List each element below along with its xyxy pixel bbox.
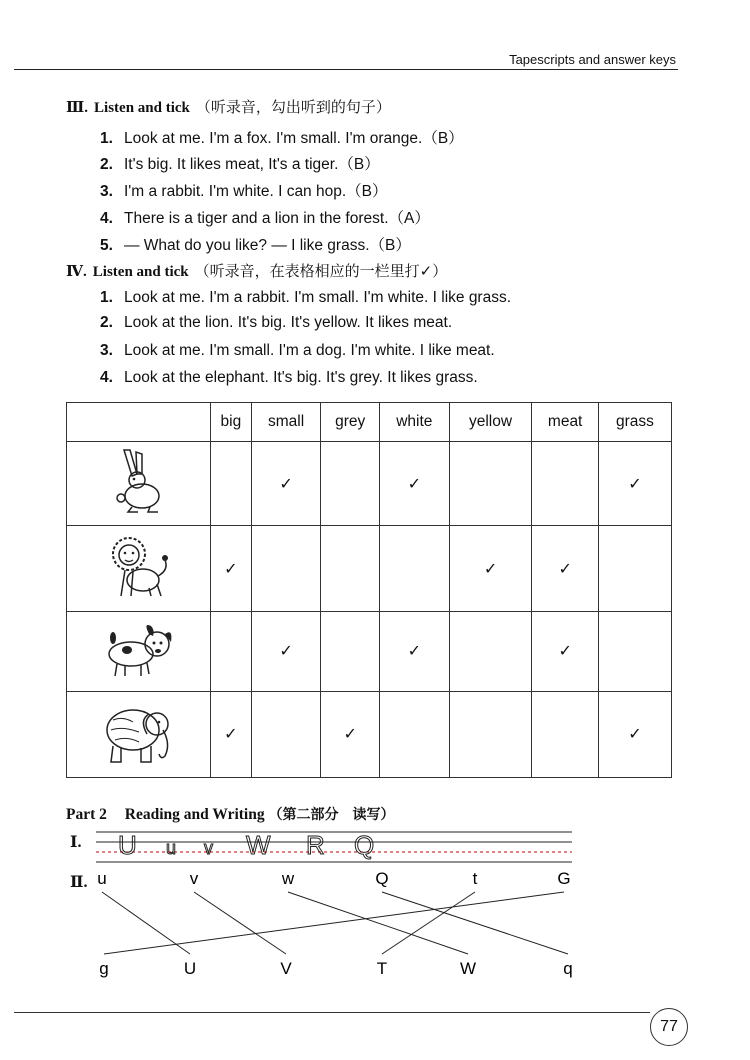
table-header-row (67, 403, 672, 442)
tick-cell: ✓ (379, 612, 449, 692)
tick-cell (321, 526, 379, 612)
matching-bottom-letter: W (459, 959, 477, 978)
animal-picture-cell (67, 612, 211, 692)
part-2-heading (66, 804, 394, 824)
tick-cell (449, 442, 532, 526)
exercise-1-number: Ⅰ. (70, 834, 82, 851)
section-3-item (100, 233, 411, 255)
writing-letter: u (166, 838, 177, 858)
item-number: 2. (100, 314, 113, 331)
animal-picture-cell (67, 526, 211, 612)
section-3-item (100, 126, 464, 148)
item-text: Look at me. I'm a fox. I'm small. I'm orange.（B） (124, 130, 464, 147)
tick-cell (251, 691, 321, 777)
item-text: I'm a rabbit. I'm white. I can hop.（B） (124, 183, 388, 200)
section-4-item (100, 314, 452, 332)
matching-line (382, 892, 475, 954)
item-number: 3. (100, 183, 113, 200)
matching-top-letter: u (97, 869, 107, 888)
item-text: It's big. It likes meat, It's a tiger.（B） (124, 156, 380, 173)
part-2-label: Part 2 (66, 806, 107, 823)
section-4-heading (66, 260, 447, 281)
item-text: Look at me. I'm small. I'm a dog. I'm white. I like meat. (124, 342, 495, 359)
item-number: 1. (100, 130, 113, 147)
item-number: 3. (100, 342, 113, 359)
item-number: 4. (100, 210, 113, 227)
page-header-title: Tapescripts and answer keys (509, 52, 676, 67)
table-corner-cell (67, 403, 211, 442)
tick-cell: ✓ (321, 691, 379, 777)
tick-cell (532, 691, 599, 777)
tick-cell: ✓ (211, 526, 252, 612)
section-3-item (100, 179, 388, 201)
tick-cell (598, 612, 671, 692)
table-header-cell: grass (598, 403, 671, 442)
exercise-2-number: Ⅱ. (70, 874, 88, 891)
matching-exercise (70, 866, 670, 986)
section-4-item (100, 342, 495, 360)
writing-letter: Q (354, 830, 375, 860)
elephant-icon (99, 696, 179, 768)
item-number: 5. (100, 237, 113, 254)
matching-bottom-letter: q (563, 959, 573, 978)
table-header-cell: small (251, 403, 321, 442)
tick-cell (449, 691, 532, 777)
section-4-item (100, 289, 511, 307)
tick-cell (251, 526, 321, 612)
matching-bottom-letter: U (183, 959, 197, 978)
page-number: 77 (650, 1008, 688, 1046)
section-3-number: Ⅲ. (66, 100, 89, 116)
item-text: Look at me. I'm a rabbit. I'm small. I'm white. I like grass. (124, 289, 512, 306)
tick-cell: ✓ (532, 612, 599, 692)
tick-cell (211, 442, 252, 526)
part-2-instruction: （第二部分 读写） (268, 807, 395, 823)
item-text: — What do you like? — I like grass.（B） (124, 237, 411, 254)
header-rule (14, 69, 678, 70)
dog-icon (101, 616, 177, 682)
tick-cell (321, 612, 379, 692)
matching-bottom-letter: g (99, 959, 109, 978)
tick-cell (449, 612, 532, 692)
tick-cell: ✓ (379, 442, 449, 526)
animal-picture-cell (67, 691, 211, 777)
matching-line (288, 892, 468, 954)
writing-letter: R (306, 830, 325, 860)
matching-line (194, 892, 286, 954)
tick-cell: ✓ (532, 526, 599, 612)
tick-cell: ✓ (598, 691, 671, 777)
section-3-instruction: （听录音，勾出听到的句子） (195, 99, 391, 116)
matching-top-letter: w (281, 869, 295, 888)
footer-rule (14, 1012, 650, 1013)
matching-line (382, 892, 568, 954)
item-number: 4. (100, 369, 113, 386)
tick-table (66, 402, 672, 778)
animal-picture-cell (67, 442, 211, 526)
section-4-title: Listen and tick (92, 264, 189, 280)
section-3-heading (66, 96, 391, 117)
tick-cell: ✓ (251, 612, 321, 692)
table-header-cell: white (379, 403, 449, 442)
section-4-instruction: （听录音，在表格相应的一栏里打✓） (194, 263, 448, 280)
tick-cell (598, 526, 671, 612)
item-text: Look at the elephant. It's big. It's grey. It likes grass. (124, 369, 478, 386)
tick-cell (532, 442, 599, 526)
section-3-item (100, 152, 380, 174)
tick-cell (379, 526, 449, 612)
item-text: There is a tiger and a lion in the forest.（A） (124, 210, 430, 227)
item-number: 2. (100, 156, 113, 173)
writing-letter: v (204, 838, 213, 858)
section-3-item (100, 206, 430, 228)
matching-bottom-letter: T (376, 959, 388, 978)
tick-cell: ✓ (251, 442, 321, 526)
writing-letter: W (246, 830, 271, 860)
table-row (67, 612, 672, 692)
matching-top-letter: G (557, 869, 571, 888)
tick-cell (321, 442, 379, 526)
table-row (67, 526, 672, 612)
writing-lines (96, 828, 576, 864)
table-header-cell: yellow (449, 403, 532, 442)
matching-bottom-letter: V (280, 959, 292, 978)
table-row (67, 691, 672, 777)
section-4-number: Ⅳ. (66, 264, 87, 280)
section-4-item (100, 369, 478, 387)
table-header-cell: big (211, 403, 252, 442)
lion-icon (103, 530, 175, 602)
matching-top-letter: t (472, 869, 478, 888)
tick-cell: ✓ (598, 442, 671, 526)
item-text: Look at the lion. It's big. It's yellow. It likes meat. (124, 314, 453, 331)
section-3-title: Listen and tick (94, 100, 190, 116)
table-row (67, 442, 672, 526)
part-2-title: Reading and Writing (124, 806, 265, 823)
tick-cell: ✓ (449, 526, 532, 612)
matching-line (102, 892, 190, 954)
matching-top-letter: v (189, 869, 199, 888)
tick-cell (211, 612, 252, 692)
matching-line (104, 892, 564, 954)
writing-letter: U (118, 830, 137, 860)
rabbit-icon (104, 446, 174, 516)
matching-top-letter: Q (375, 869, 389, 888)
tick-cell: ✓ (211, 691, 252, 777)
tick-cell (379, 691, 449, 777)
item-number: 1. (100, 289, 113, 306)
table-header-cell: meat (532, 403, 599, 442)
table-header-cell: grey (321, 403, 379, 442)
